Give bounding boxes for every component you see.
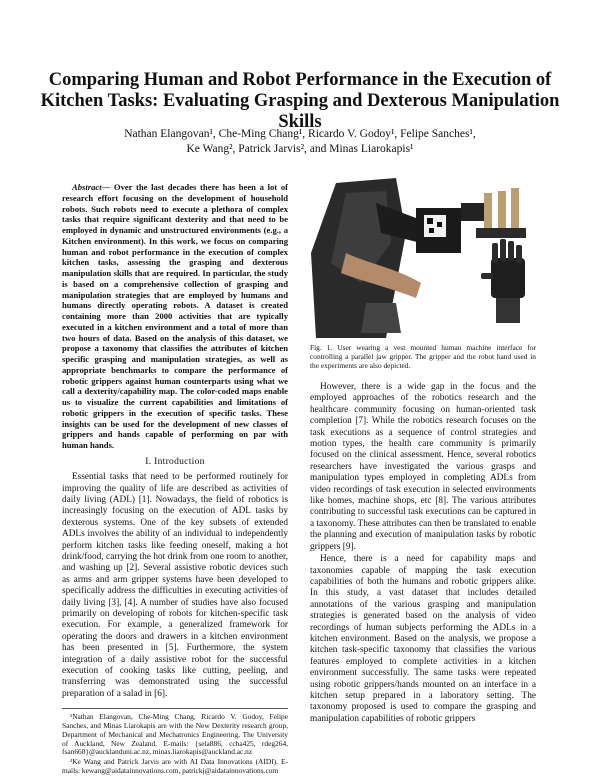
right-paragraph-2: Hence, there is a need for capability maps and taxonomies capable of mapping the task execution capabilities of both the humans and robotic grippers alike. In this study, a vast dataset that includes detailed annotations of the various grasping and manipulation strategies is generated based on the analysis of video recordings of human subjects performing the ADLs in a kitchen environment. Based on the analysis, we propose a kitchen task-specific taxonomy that classifies the various features employed to complete activities in a kitchen environment successfully. The same tasks were repeated using robotic grippers/hands mounted on an interface in a kitchen setup prepared in a laboratory setting. The taxonomy proposed is used to compare the grasping and manipulation capabilities of robotic grippers (310, 554, 536, 724)
section-heading-introduction: I. Introduction (145, 456, 205, 467)
figure-1-caption-block (310, 344, 536, 370)
intro-paragraph-1: Essential tasks that need to be performed routinely for improving the quality of life are described as activities of daily living (ADL) [1]. Nowadays, the field of robotics is increasingly focusing on the execution of ADL tasks by dexterous systems. One of the key subsets of extended ADLs involves the ability of an individual to independently perform kitchen tasks like feeding oneself, making a hot drink/food, carrying the hot drink from one room to another, and washing up [2]. Several assistive robotic devices such as arms and arm gripper systems have been developed to specifically address the difficulties in executing activities of daily living [3], [4]. A number of studies have also focused primarily on developing of robots for kitchen-specific task execution. For example, a generalized framework for operating the doors and drawers in a kitchen environment has been presented in [5]. Furthermore, the system integration of a daily assistive robot for the successful execution of cooking tasks like cutting, peeling, and transferring was demonstrated using the successful preparation of a salad in [6]. (62, 472, 288, 699)
abstract-lead: Abstract (72, 182, 102, 192)
footnote-2: ²Ke Wang and Patrick Jarvis are with AI Data Innovations (AIDI). E-mails: kewang@aidatainnovations.com, patrickj@aidatainnovations.com (62, 757, 288, 776)
footnotes (62, 708, 288, 776)
author-line-2: Ke Wang², Patrick Jarvis², and Minas Liarokapis¹ (186, 143, 414, 155)
figure-1-caption: Fig. 1. User wearing a vest mounted human machine interface for controlling a parallel jaw gripper. The gripper and the robot hand used in the experiments are also depicted. (310, 343, 536, 370)
author-list (60, 127, 540, 157)
left-column (62, 182, 288, 777)
figure-1-photo (306, 173, 540, 338)
author-line-1: Nathan Elangovan¹, Che-Ming Chang¹, Ricardo V. Godoy¹, Felipe Sanches¹, (124, 128, 476, 140)
right-paragraph-1: However, there is a wide gap in the focus and the employed approaches of the robotics research and the healthcare community focusing on human-oriented task completion [7]. While the robotics research focuses on the task executions as a sequence of control strategies and motion types, the health care community is primarily focused on the clinical assessment. Hence, several robotics researchers have investigated the various grasps and manipulation types employed in completing ADLs from video recordings of task execution in selected environments like homes, machine shops, etc [8]. The various attributes contributing to successful task executions can be captured in a taxonomy. These attributes can then be translated to enable the planning and execution of manipulation tasks by robotic grippers [9]. (310, 382, 536, 552)
abstract-text: — Over the last decades there has been a lot of research effort focusing on the development of household robots. Such robots need to execute a plethora of complex tasks that require significant dexterity and that need to be employed in dynamic and unstructured environments (e.g., a Kitchen environment). In this work, we focus on comparing human and robot performance in the execution of complex kitchen tasks, assessing the grasping and dexterous manipulation skills that are required. In particular, the study is based on a comprehensive collection of grasping and manipulation strategies that are employed by humans and humans directly operating robots. A dataset is created containing more than 2000 activities that are typically executed in a kitchen environment and a total of more than two hours of data. Based on the analysis of this dataset, we propose a taxonomy that classifies the attributes of kitchen specific grasping and manipulation strategies, as well as appropriate benchmarks to compare the performance of robotic grippers against human counterparts using what we call a dexterity/capability map. The color-coded maps enable us to visualize the current capabilities and limitations of robotic grippers in the execution of specific tasks. These insights can be used for the development of new classes of grippers and hands capable of performing on par with human hands. (62, 182, 288, 450)
abstract (62, 182, 288, 451)
right-column (310, 382, 536, 725)
paper-title: Comparing Human and Robot Performance in the Execution of Kitchen Tasks: Evaluating Grasping and Dexterous Manipulation Skills (40, 70, 560, 132)
footnote-1: ¹Nathan Elangovan, Che-Ming Chang, Ricardo V. Godoy, Felipe Sanches, and Minas Liarokapis are with the New Dexterity research group, Department of Mechanical and Mechatronics Engineering, The University of Auckland, New Zealand. E-mails: {sela886, ccha425, rdeg264, fsan668}@aucklanduni.ac.nz, minas.liarokapis@auckland.ac.nz (62, 712, 288, 757)
figure-1-illustration (306, 173, 540, 338)
